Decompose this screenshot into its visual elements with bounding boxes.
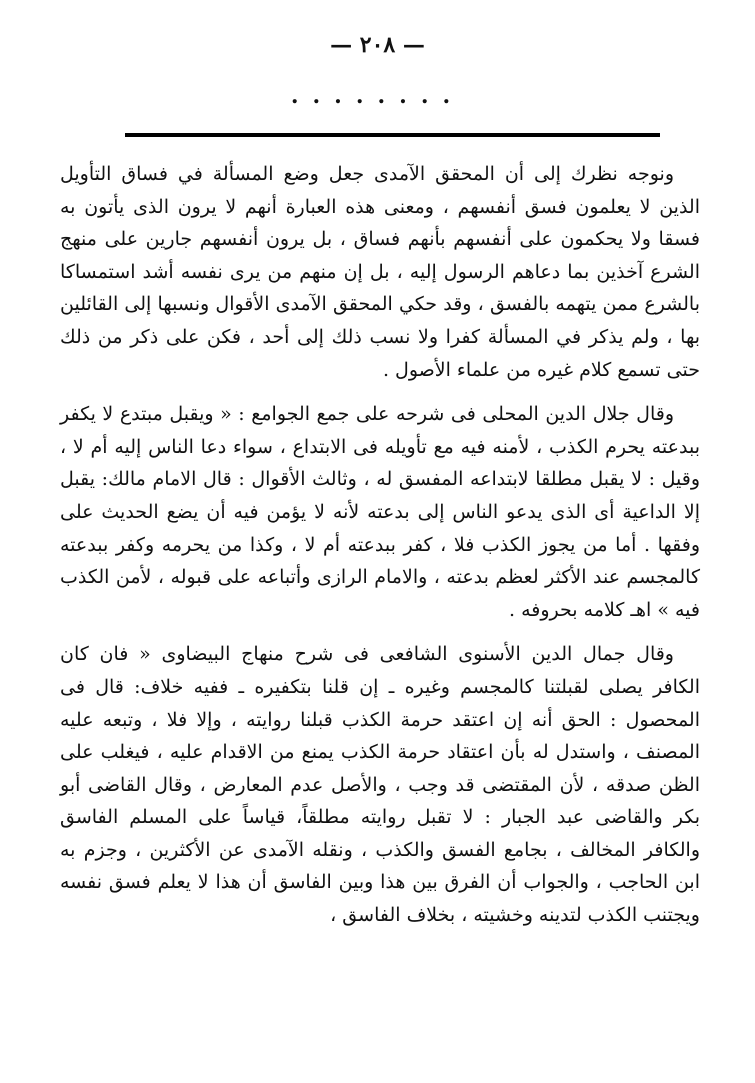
paragraph: وقال جلال الدين المحلى فى شرحه على جمع الجوامع : « ويقبل مبتدع لا يكفر ببدعته يحرم الكذب ، لأمنه فيه مع تأويله فى الابتداع ، سواء دعا الناس إليه أم لا ، وقيل : لا يقبل مطلقا لابتداعه المفسق له ، وثالث الأقوال : قال الامام مالك: يقبل إلا الداعية أى الذى يدعو الناس إلى بدعته لأنه لا يؤمن فيه أن يضع الحديث على وفقها . أما من يجوز الكذب فلا ، كفر ببدعته أم لا ، وكذا من يحرمه وكفر ببدعته كالمجسم عند الأكثر لعظم بدعته ، والامام الرازى وأتباعه على قبوله ، لأمن الكذب فيه » اهـ كلامه بحروفه . (60, 403, 700, 621)
paragraph: ونوجه نظرك إلى أن المحقق الآمدى جعل وضع المسألة في فساق التأويل الذين لا يعلمون فسق أنفسهم ، ومعنى هذه العبارة أنهم لا يرون الذى يأتون به فسقا ولا يحكمون على أنفسهم بأنهم فساق ، بل يرون أنفسهم جارين على منهج الشرع آخذين بما دعاهم الرسول إليه ، بل إن منهم من يرى نفسه أشد استمساكا بالشرع ممن يتهمه بالفسق ، وقد حكي المحقق الآمدى الأقوال ونسبها إلى القائلين بها ، ولم يذكر في المسألة كفرا ولا نسب ذلك إلى أحد ، فكن على ذكر من ذلك حتى تسمع كلام غيره من علماء الأصول . (60, 163, 700, 381)
page-number: — ٢٠٨ — (330, 32, 425, 58)
horizontal-rule (125, 133, 660, 137)
body-text (60, 158, 700, 932)
ellipsis-separator: ........ (290, 83, 465, 109)
paragraph: وقال جمال الدين الأسنوى الشافعى فى شرح منهاج البيضاوى « فان كان الكافر يصلى لقبلتنا كالمجسم وغيره ـ إن قلنا بتكفيره ـ ففيه خلاف: قال فى المحصول : الحق أنه إن اعتقد حرمة الكذب قبلنا روايته ، وإلا فلا ، وتبعه عليه المصنف ، واستدل له بأن اعتقاد حرمة الكذب يمنع من الاقدام عليه ، فيغلب على الظن صدقه ، لأن المقتضى قد وجب ، والأصل عدم المعارض ، وقال القاضى أبو بكر والقاضى عبد الجبار : لا تقبل روايته مطلقاً، قياساً على المسلم الفاسق والكافر المخالف ، بجامع الفسق والكذب ، ونقله الآمدى عن الأكثرين ، وجزم به ابن الحاجب ، والجواب أن الفرق بين هذا وبين الفاسق أن هذا لا يعلم فسق نفسه ويجتنب الكذب لتدينه وخشيته ، بخلاف الفاسق ، (60, 643, 700, 927)
